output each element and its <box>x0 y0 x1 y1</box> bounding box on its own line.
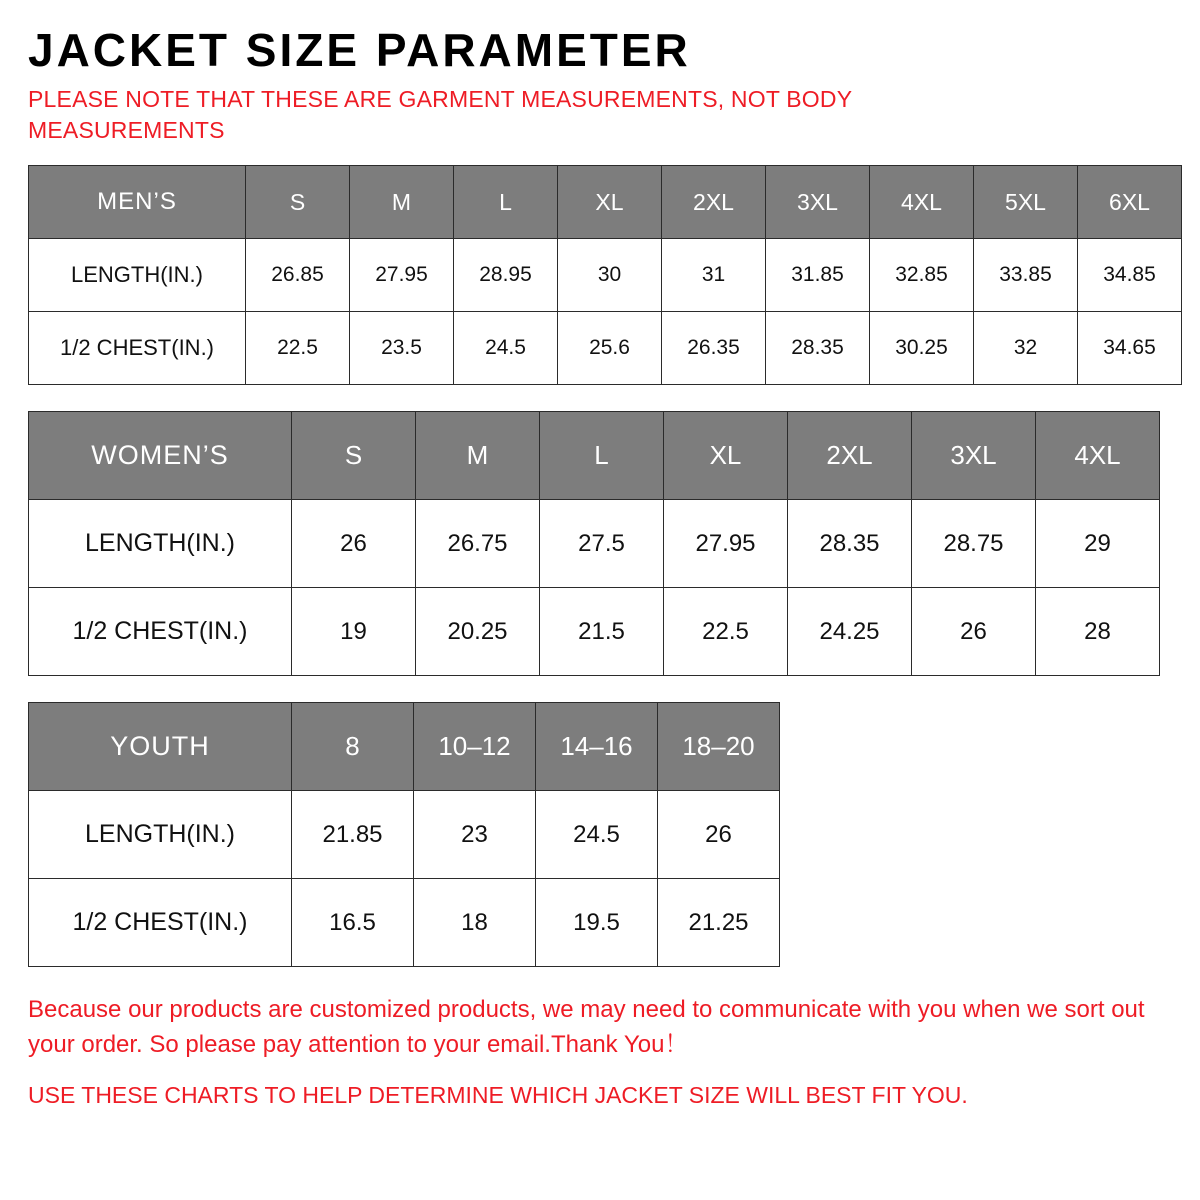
table-cell: 24.5 <box>454 312 558 385</box>
header-cell-size: S <box>292 412 416 500</box>
table-header-row <box>29 412 1160 500</box>
table-cell: 27.95 <box>664 500 788 588</box>
row-label: LENGTH(IN.) <box>29 500 292 588</box>
table-cell: 31 <box>662 239 766 312</box>
header-cell-size: M <box>350 166 454 239</box>
table-cell: 26.75 <box>416 500 540 588</box>
table-cell: 21.5 <box>540 588 664 676</box>
table-cell: 18 <box>414 879 536 967</box>
header-cell-size: 8 <box>292 703 414 791</box>
table-cell: 19 <box>292 588 416 676</box>
footer <box>28 993 1172 1110</box>
header-cell-size: M <box>416 412 540 500</box>
table-header-row <box>29 703 780 791</box>
table-cell: 25.6 <box>558 312 662 385</box>
header-cell-category: MEN’S <box>29 166 246 239</box>
table-row <box>29 879 780 967</box>
header-cell-size: 2XL <box>662 166 766 239</box>
table-cell: 24.5 <box>536 791 658 879</box>
womens-size-table <box>28 411 1160 676</box>
table-row <box>29 588 1160 676</box>
table-cell: 31.85 <box>766 239 870 312</box>
table-cell: 26.35 <box>662 312 766 385</box>
header-cell-category: WOMEN’S <box>29 412 292 500</box>
header-cell-size: 3XL <box>766 166 870 239</box>
table-cell: 21.25 <box>658 879 780 967</box>
table-cell: 21.85 <box>292 791 414 879</box>
table-cell: 28 <box>1036 588 1160 676</box>
row-label: LENGTH(IN.) <box>29 239 246 312</box>
table-header-row <box>29 166 1182 239</box>
table-cell: 28.95 <box>454 239 558 312</box>
table-cell: 22.5 <box>246 312 350 385</box>
table-cell: 26 <box>292 500 416 588</box>
header-cell-size: XL <box>558 166 662 239</box>
mens-size-table <box>28 165 1182 385</box>
header-cell-size: 6XL <box>1078 166 1182 239</box>
table-cell: 30 <box>558 239 662 312</box>
header-cell-size: 3XL <box>912 412 1036 500</box>
table-cell: 29 <box>1036 500 1160 588</box>
footer-line: USE THESE CHARTS TO HELP DETERMINE WHICH JACKET SIZE WILL BEST FIT YOU. <box>28 1081 968 1108</box>
header-cell-size: 18–20 <box>658 703 780 791</box>
footer-paragraph: Because our products are customized products, we may need to communicate with you when we sort out your order. So please pay attention to your email.Thank You！ <box>28 996 1145 1058</box>
table-cell: 27.5 <box>540 500 664 588</box>
table-cell: 26 <box>658 791 780 879</box>
row-label: 1/2 CHEST(IN.) <box>29 879 292 967</box>
table-cell: 28.35 <box>788 500 912 588</box>
table-cell: 32.85 <box>870 239 974 312</box>
header-cell-category: YOUTH <box>29 703 292 791</box>
table-cell: 33.85 <box>974 239 1078 312</box>
table-row <box>29 239 1182 312</box>
measurement-note: PLEASE NOTE THAT THESE ARE GARMENT MEASUREMENTS, NOT BODY MEASUREMENTS <box>28 86 852 143</box>
table-cell: 23.5 <box>350 312 454 385</box>
table-cell: 28.75 <box>912 500 1036 588</box>
table-cell: 20.25 <box>416 588 540 676</box>
table-cell: 23 <box>414 791 536 879</box>
table-cell: 34.85 <box>1078 239 1182 312</box>
table-row <box>29 312 1182 385</box>
table-cell: 26.85 <box>246 239 350 312</box>
table-row <box>29 500 1160 588</box>
page-title: JACKET SIZE PARAMETER <box>28 24 691 76</box>
header-cell-size: 10–12 <box>414 703 536 791</box>
table-cell: 22.5 <box>664 588 788 676</box>
table-cell: 26 <box>912 588 1036 676</box>
youth-size-table <box>28 702 780 967</box>
header-cell-size: 4XL <box>1036 412 1160 500</box>
table-cell: 27.95 <box>350 239 454 312</box>
row-label: LENGTH(IN.) <box>29 791 292 879</box>
header-cell-size: S <box>246 166 350 239</box>
row-label: 1/2 CHEST(IN.) <box>29 588 292 676</box>
table-row <box>29 791 780 879</box>
header-cell-size: 14–16 <box>536 703 658 791</box>
table-cell: 19.5 <box>536 879 658 967</box>
header-cell-size: 4XL <box>870 166 974 239</box>
table-cell: 30.25 <box>870 312 974 385</box>
header-cell-size: L <box>540 412 664 500</box>
header-cell-size: 2XL <box>788 412 912 500</box>
header-cell-size: XL <box>664 412 788 500</box>
table-cell: 32 <box>974 312 1078 385</box>
table-cell: 24.25 <box>788 588 912 676</box>
table-cell: 28.35 <box>766 312 870 385</box>
header-cell-size: L <box>454 166 558 239</box>
header-cell-size: 5XL <box>974 166 1078 239</box>
table-cell: 16.5 <box>292 879 414 967</box>
row-label: 1/2 CHEST(IN.) <box>29 312 246 385</box>
table-cell: 34.65 <box>1078 312 1182 385</box>
